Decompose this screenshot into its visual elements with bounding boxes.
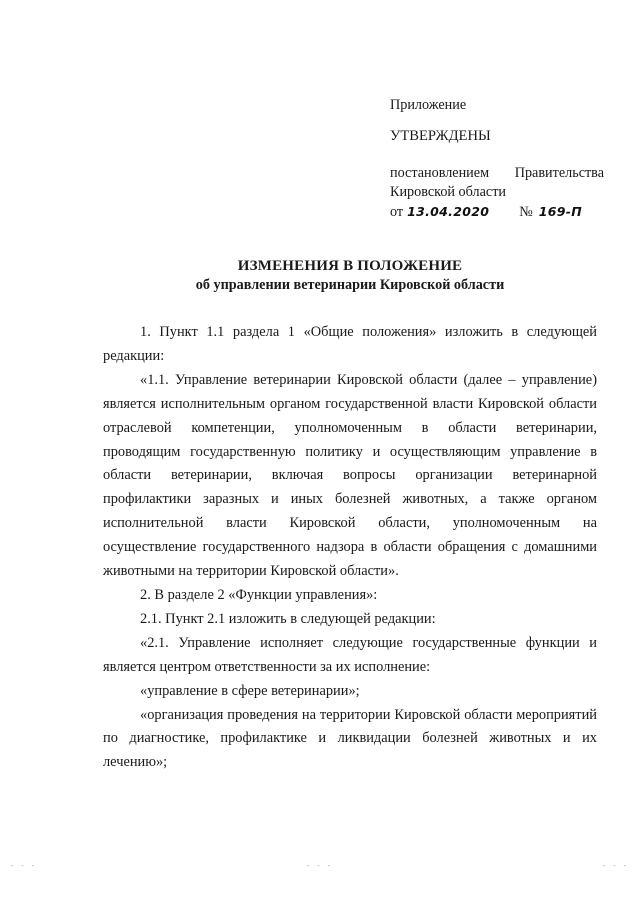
paragraph: 2. В разделе 2 «Функции управления»:	[140, 586, 378, 603]
paragraph: «2.1. Управление исполняет следующие государственные функции и является центром ответственности за их исполнение:	[103, 634, 597, 675]
paragraph: 2.1. Пункт 2.1 изложить в следующей редакции:	[140, 610, 436, 627]
approved-label: УТВЕРЖДЕНЫ	[390, 128, 491, 144]
appendix-label: Приложение	[390, 97, 467, 113]
region-line: Кировской области	[390, 184, 506, 200]
document-title: ИЗМЕНЕНИЯ В ПОЛОЖЕНИЕ	[237, 258, 463, 274]
approval-block	[390, 96, 604, 222]
paragraph: «управление в сфере ветеринарии»;	[140, 682, 360, 699]
document-subtitle: об управлении ветеринарии Кировской области	[195, 277, 505, 293]
handwritten-number: 169-П	[538, 204, 582, 219]
paragraph: «1.1. Управление ветеринарии Кировской области (далее – управление) является исполнительным органом государственной власти Кировской области отраслевой компетенции, уполномоченным в области ветеринарии, проводящим государственную политику и осуществляющим управление в области ветеринарии, включая вопросы организации ветеринарной профилактики заразных и иных болезней животных, а также органом исполнительной власти Кировской области, уполномоченным на осуществление государственного надзора в области обращения с домашними животными на территории Кировской области».	[103, 371, 597, 580]
scan-mark-left: - - -	[10, 862, 37, 870]
number-label: №	[519, 204, 533, 220]
paragraph: 1. Пункт 1.1 раздела 1 «Общие положения» изложить в следующей редакции:	[103, 324, 597, 364]
decree-line: постановлением Правительства	[390, 165, 604, 181]
from-label: от	[390, 204, 404, 220]
scan-mark-center: - - -	[306, 862, 333, 870]
decree-reference-line	[390, 202, 604, 222]
paragraph: «организация проведения на территории Кировской области мероприятий по диагностике, профилактике и ликвидации болезней животных и их лечению»;	[103, 706, 597, 771]
handwritten-date: 13.04.2020	[407, 204, 490, 219]
scan-mark-right: - - -	[602, 862, 629, 870]
document-body	[103, 321, 597, 775]
